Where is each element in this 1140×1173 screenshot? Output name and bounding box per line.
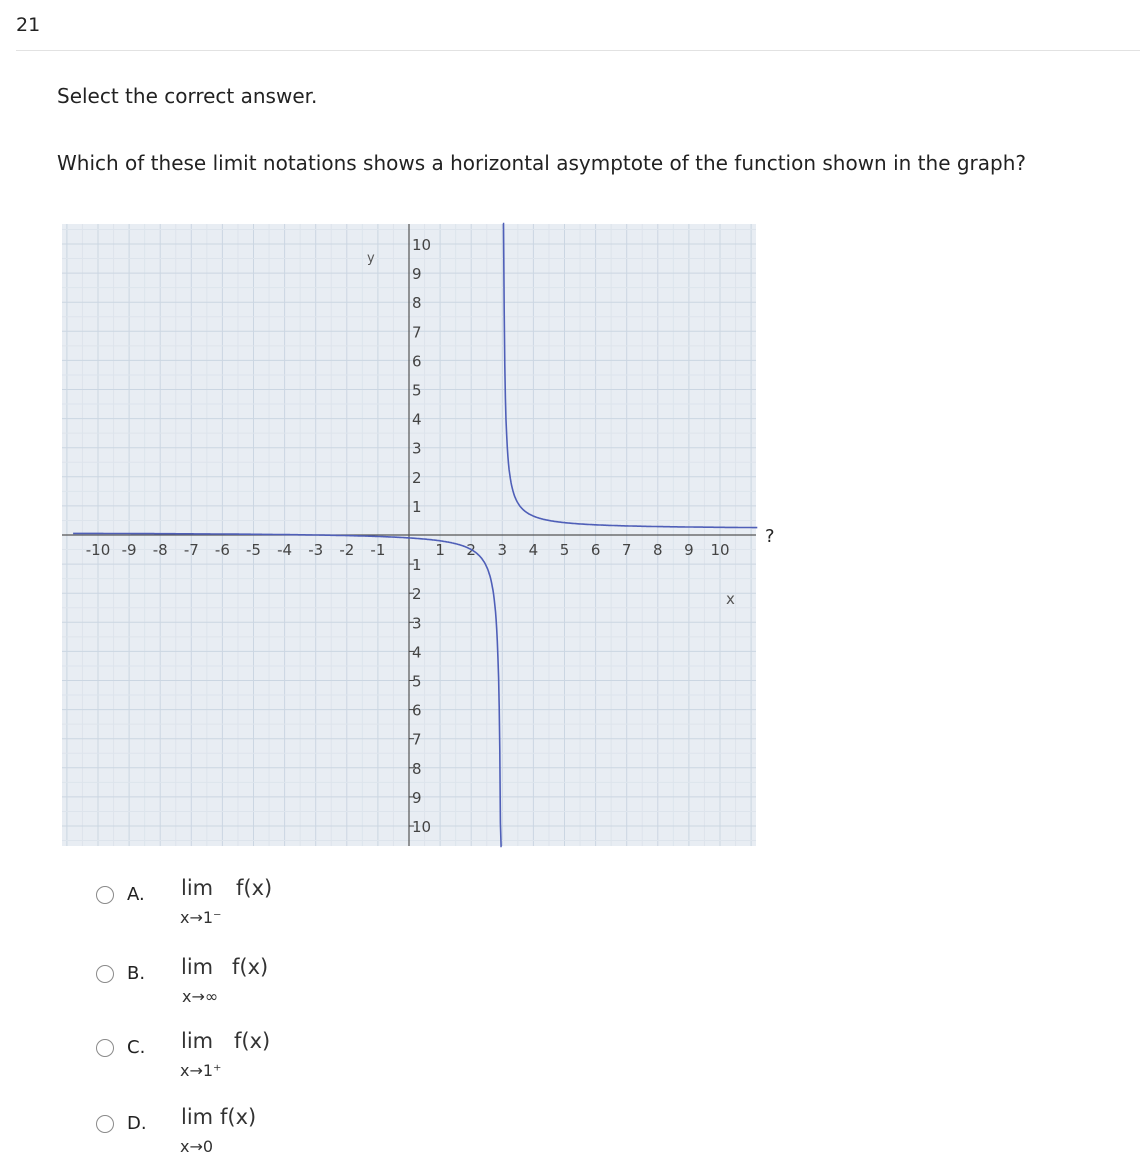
option-b-function: f(x) — [232, 955, 269, 979]
option-c-radio[interactable] — [96, 1039, 114, 1057]
option-d-function: f(x) — [220, 1105, 257, 1129]
x-tick-label: 2 — [466, 541, 476, 559]
question-text: Which of these limit notations shows a horizontal asymptote of the function shown in the graph? — [57, 151, 1027, 175]
option-a-lim: lim — [181, 876, 214, 900]
option-b-subscript: x→∞ — [182, 987, 219, 1006]
x-tick-label: -1 — [370, 541, 386, 559]
option-a-radio[interactable] — [96, 886, 114, 904]
option-c-letter: C. — [127, 1037, 146, 1058]
option-d[interactable] — [96, 1105, 496, 1173]
x-tick-label: -8 — [152, 541, 168, 559]
x-tick-label: -4 — [277, 541, 293, 559]
option-b-lim: lim — [181, 955, 214, 979]
y-tick-label: 10 — [412, 818, 432, 836]
x-tick-label: 7 — [621, 541, 632, 559]
x-tick-label: -2 — [339, 541, 355, 559]
x-axis-label: x — [726, 590, 735, 608]
y-tick-label: 1 — [412, 556, 422, 575]
x-tick-label: -5 — [246, 541, 261, 559]
function-graph — [62, 224, 775, 858]
y-axis-label: y — [367, 251, 375, 266]
y-tick-label: 9 — [412, 788, 422, 807]
y-tick-label: 4 — [412, 643, 422, 662]
y-tick-label: 7 — [412, 730, 422, 749]
x-tick-label: 9 — [684, 541, 694, 559]
option-a[interactable] — [96, 876, 496, 944]
x-tick-label: -6 — [214, 541, 230, 559]
x-tick-label: 8 — [653, 541, 663, 559]
x-tick-label: 10 — [710, 541, 730, 559]
x-tick-label: 3 — [497, 541, 508, 559]
y-tick-label: 2 — [412, 585, 422, 604]
asymptote-question-mark: ? — [765, 526, 775, 547]
y-tick-label: 8 — [412, 759, 422, 778]
x-tick-label: -9 — [121, 541, 137, 559]
y-tick-label: 2 — [412, 468, 422, 487]
graph-svg — [62, 224, 775, 854]
x-tick-label: -10 — [85, 541, 111, 559]
y-tick-label: 9 — [412, 265, 422, 284]
y-tick-label: 6 — [412, 352, 422, 371]
option-d-letter: D. — [127, 1113, 147, 1134]
y-tick-label: 5 — [412, 672, 422, 691]
y-tick-label: 8 — [412, 294, 422, 313]
option-b-radio[interactable] — [96, 965, 114, 983]
option-c[interactable] — [96, 1029, 496, 1097]
x-tick-label: 1 — [435, 541, 445, 559]
question-number: 21 — [16, 14, 41, 36]
y-tick-label: 4 — [412, 410, 422, 429]
option-d-lim: lim — [181, 1105, 214, 1129]
x-tick-label: -3 — [308, 541, 324, 559]
y-tick-label: 10 — [412, 236, 432, 254]
x-tick-label: -7 — [183, 541, 199, 559]
option-a-subscript: x→1⁻ — [180, 908, 222, 927]
question-header — [16, 0, 1140, 51]
y-tick-label: 5 — [412, 381, 422, 400]
x-tick-label: 5 — [559, 541, 570, 559]
option-b[interactable] — [96, 955, 496, 1023]
y-tick-label: 3 — [412, 439, 422, 458]
x-tick-label: 6 — [590, 541, 601, 559]
x-tick-label: 4 — [528, 541, 539, 559]
y-tick-label: 6 — [412, 701, 422, 720]
y-tick-label: 1 — [412, 497, 422, 516]
option-a-letter: A. — [127, 884, 145, 905]
option-b-letter: B. — [127, 963, 146, 984]
option-c-subscript: x→1⁺ — [180, 1061, 222, 1080]
option-d-subscript: x→0 — [180, 1137, 214, 1156]
option-d-radio[interactable] — [96, 1115, 114, 1133]
y-tick-label: 7 — [412, 323, 422, 342]
instruction-text: Select the correct answer. — [57, 84, 318, 108]
y-tick-label: 3 — [412, 614, 422, 633]
option-c-function: f(x) — [234, 1029, 271, 1053]
option-a-function: f(x) — [236, 876, 273, 900]
option-c-lim: lim — [181, 1029, 214, 1053]
